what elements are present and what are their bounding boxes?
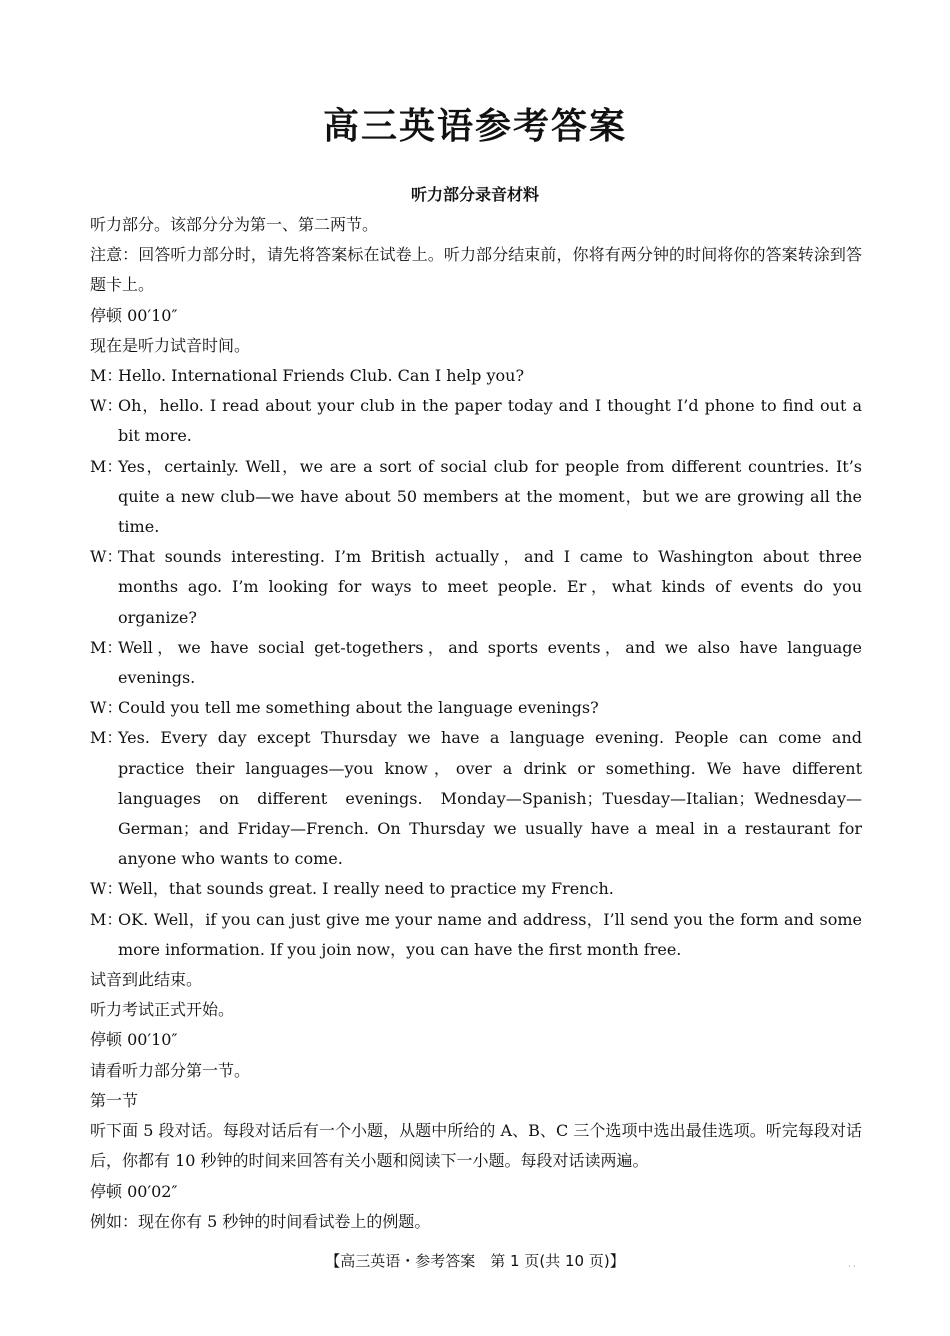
dialogue-text: Yes，certainly. Well，we are a sort of social club for people from different countries. It’s quite a new club—we have about 50 members at the moment，but we are growing all the time. bbox=[118, 456, 862, 537]
dialogue-text: That sounds interesting. I’m British actually，and I came to Washington about three months ago. I’m looking for ways to meet people. Er，what kinds of events do you organize? bbox=[118, 547, 862, 627]
dialogue-text: Yes. Every day except Thursday we have a language evening. People can come and practice their languages—you know，over a drink or something. We have different languages on different evenings. Monday—Spanish；Tuesday—Italian；Wednesday—German；and Friday—French. On Thursday we usually have a meal in a restaurant for anyone who wants to come. bbox=[118, 728, 862, 869]
intro-line: 听力部分。该部分分为第一、第二两节。 bbox=[90, 215, 379, 234]
section-intro-line: 请看听力部分第一节。 bbox=[90, 1060, 251, 1080]
page-title: 高三英语参考答案 bbox=[322, 106, 627, 147]
notice-paragraph: 注意：回答听力部分时，请先将答案标在试卷上。听力部分结束前，你将有两分钟的时间将你的答案转涂到答题卡上。 bbox=[90, 245, 862, 295]
page-footer: 【高三英语・参考答案 第 1 页(共 10 页)】 bbox=[325, 1252, 625, 1270]
dialogue-line bbox=[90, 452, 862, 543]
speaker-label: M： bbox=[90, 366, 123, 386]
dialogue-text: Well，we have social get-togethers，and sports events，and we also have language evenings. bbox=[118, 637, 862, 688]
dialogue-line bbox=[90, 693, 862, 723]
dialogue-line bbox=[90, 874, 862, 904]
dialogue-line bbox=[90, 633, 862, 693]
dialogue-text: Oh，hello. I read about your club in the paper today and I thought I’d phone to find out a bit more. bbox=[118, 396, 862, 446]
instructions-paragraph: 听下面 5 段对话。每段对话后有一个小题，从题中所给的 A、B、C 三个选项中选出最佳选项。听完每段对话后，你都有 10 秒钟的时间来回答有关小题和阅读下一小题。每段对话读两遍。 bbox=[90, 1121, 862, 1171]
dialogue-text: Could you tell me something about the language evenings? bbox=[118, 698, 599, 718]
dialogue-line bbox=[90, 542, 862, 633]
section-label: 第一节 bbox=[90, 1090, 139, 1110]
speaker-label: W： bbox=[90, 698, 123, 718]
corner-mark: · · bbox=[848, 1262, 856, 1271]
pause-marker: 停顿 00′10″ bbox=[90, 1030, 178, 1050]
speaker-label: W： bbox=[90, 879, 123, 899]
speaker-label: M： bbox=[90, 456, 123, 476]
trial-end-line: 试音到此结束。 bbox=[90, 970, 203, 990]
dialogue-text: OK. Well，if you can just give me your name and address，I’ll send you the form and some more information. If you join now，you can have the first month free. bbox=[118, 909, 862, 959]
pause-marker: 停顿 00′10″ bbox=[90, 305, 178, 325]
dialogue-line bbox=[90, 723, 862, 874]
section-subtitle: 听力部分录音材料 bbox=[410, 185, 539, 204]
dialogue-line bbox=[90, 361, 862, 391]
dialogue-line bbox=[90, 905, 862, 965]
dialogue-text: Hello. International Friends Club. Can I help you? bbox=[118, 366, 525, 386]
speaker-label: W： bbox=[90, 547, 123, 567]
dialogue-line bbox=[90, 391, 862, 451]
speaker-label: W： bbox=[90, 396, 123, 416]
dialogue-text: Well，that sounds great. I really need to practice my French. bbox=[118, 879, 614, 899]
speaker-label: M： bbox=[90, 728, 123, 748]
speaker-label: M： bbox=[90, 637, 123, 657]
speaker-label: M： bbox=[90, 909, 123, 929]
pause-marker: 停顿 00′02″ bbox=[90, 1181, 178, 1201]
example-line: 例如：现在你有 5 秒钟的时间看试卷上的例题。 bbox=[90, 1211, 431, 1231]
trial-start-line: 现在是听力试音时间。 bbox=[90, 335, 251, 355]
transcript-body bbox=[90, 210, 862, 1237]
exam-start-line: 听力考试正式开始。 bbox=[90, 1000, 235, 1020]
